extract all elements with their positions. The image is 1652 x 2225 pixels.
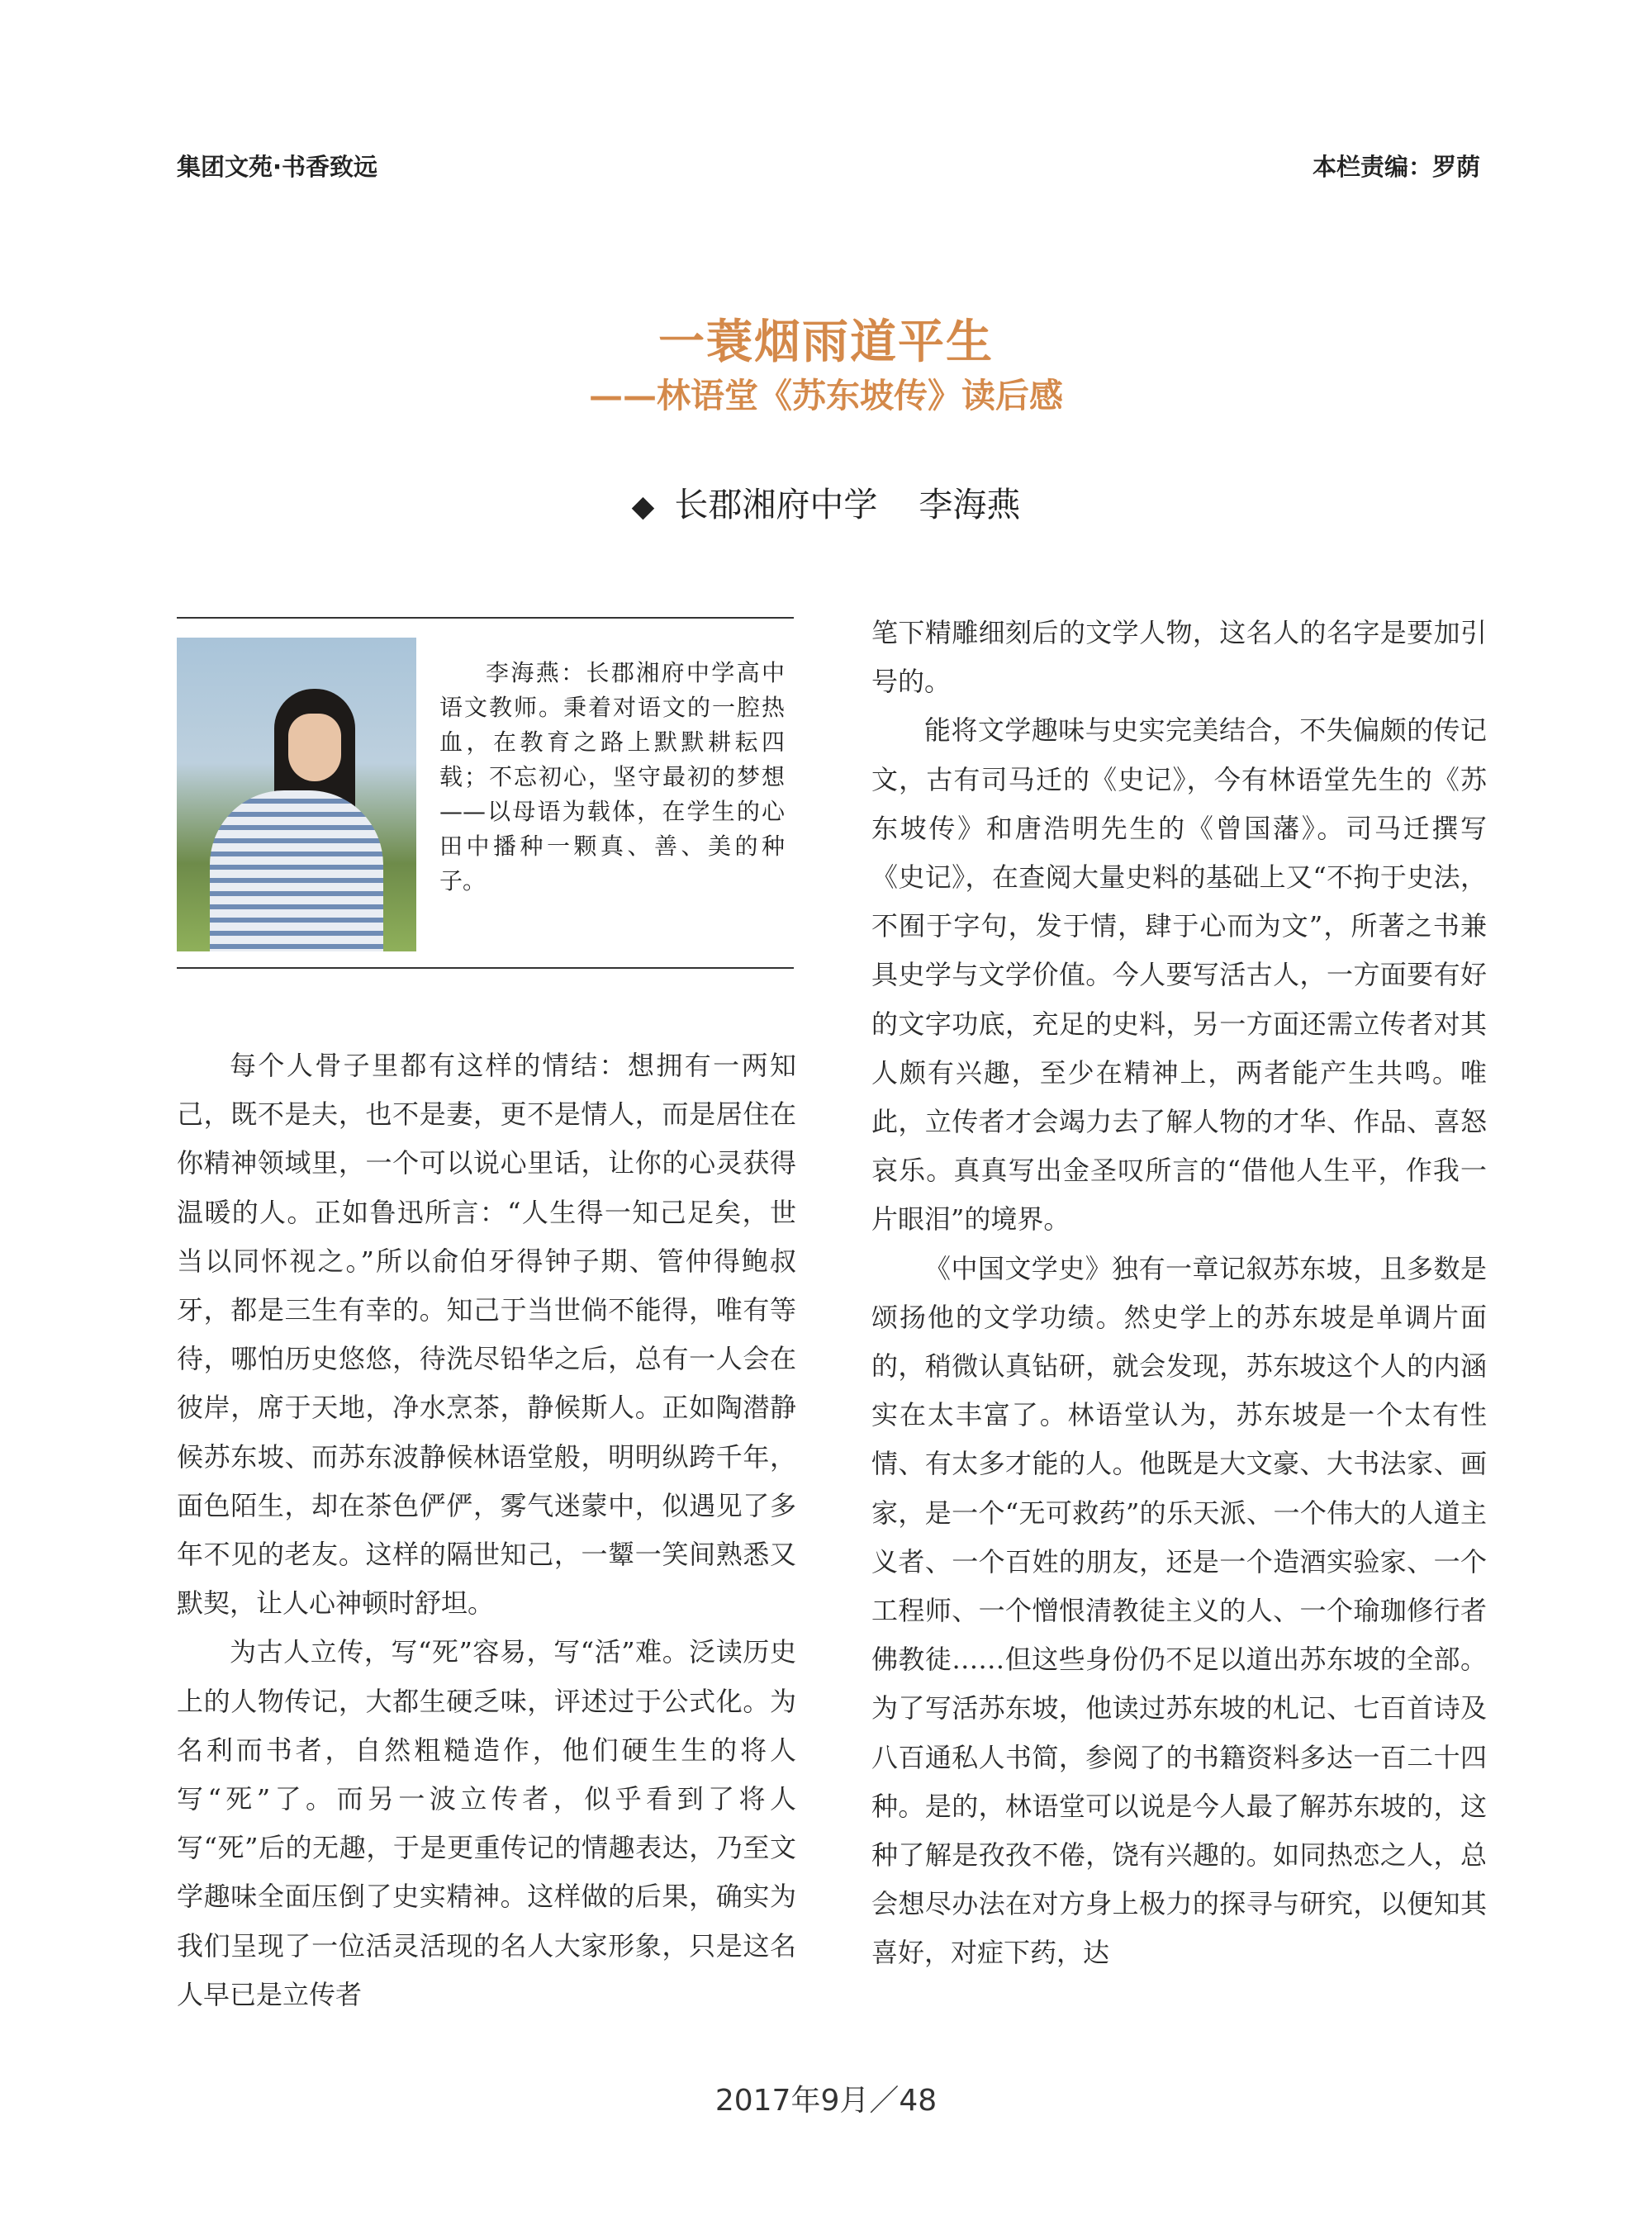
right-column (871, 609, 1487, 1978)
author-photo (177, 638, 416, 951)
column-editor: 本栏责编：罗荫 (1312, 153, 1480, 181)
author-bio (439, 656, 785, 899)
byline-school: 长郡湘府中学 (674, 485, 878, 524)
paragraph: 《中国文学史》独有一章记叙苏东坡，且多数是颂扬他的文学功绩。然史学上的苏东坡是单调片面的，稍微认真钻研，就会发现，苏东坡这个人的内涵实在太丰富了。林语堂认为，苏东坡是一个太有性情、有太多才能的人。他既是大文豪、大书法家、画家，是一个“无可救药”的乐天派、一个伟大的人道主义者、一个百姓的朋友，还是一个造酒实验家、一个工程师、一个憎恨清教徒主义的人、一个瑜珈修行者佛教徒……但这些身份仍不足以道出苏东坡的全部。为了写活苏东坡，他读过苏东坡的札记、七百首诗及八百通私人书简，参阅了的书籍资料多达一百二十四种。是的，林语堂可以说是今人最了解苏东坡的，这种了解是孜孜不倦，饶有兴趣的。如同热恋之人，总会想尽办法在对方身上极力的探寻与研究，以便知其喜好，对症下药，达 (871, 1252, 1487, 1969)
paragraph: 每个人骨子里都有这样的情结：想拥有一两知己，既不是夫，也不是妻，更不是情人，而是居住在你精神领域里，一个可以说心里话，让你的心灵获得温暖的人。正如鲁迅所言：“人生得一知己足矣，世当以同怀视之。”所以俞伯牙得钟子期、管仲得鲍叔牙，都是三生有幸的。知己于当世倘不能得，唯有等待，哪怕历史悠悠，待洗尽铅华之后，总有一人会在彼岸，席于天地，净水烹茶，静候斯人。正如陶潜静候苏东坡、而苏东波静候林语堂般，明明纵跨千年，面色陌生，却在茶色俨俨，雾气迷蒙中，似遇见了多年不见的老友。这样的隔世知己，一颦一笑间熟悉又默契，让人心神顿时舒坦。 (177, 1050, 796, 1620)
bio-text: 长郡湘府中学高中语文教师。秉着对语文的一腔热血，在教育之路上默默耕耘四载；不忘初心，坚守最初的梦想——以母语为载体，在学生的心田中播种一颗真、善、美的种子。 (439, 659, 785, 894)
author-bio-box (177, 617, 794, 969)
article-subtitle: ——林语堂《苏东坡传》读后感 (589, 376, 1063, 415)
bio-name: 李海燕： (486, 659, 586, 686)
left-column (177, 1041, 796, 2019)
paragraph: 为古人立传，写“死”容易，写“活”难。泛读历史上的人物传记，大都生硬乏味，评述过于公式化。为名利而书者，自然粗糙造作，他们硬生生的将人写“死”了。而另一波立传者，似乎看到了将人写“死”后的无趣，于是更重传记的情趣表达，乃至文学趣味全面压倒了史实精神。这样做的后果，确实为我们呈现了一位活灵活现的名人大家形象，只是这名人早已是立传者 (177, 1636, 796, 2010)
column-name: 集团文苑·书香致远 (177, 153, 378, 181)
paragraph: 能将文学趣味与史实完美结合，不失偏颇的传记文，古有司马迁的《史记》，今有林语堂先生的《苏东坡传》和唐浩明先生的《曾国藩》。司马迁撰写《史记》，在查阅大量史料的基础上又“不拘于史法，不囿于字句，发于情，肆于心而为文”，所著之书兼具史学与文学价值。今人要写活古人，一方面要有好的文字功底，充足的史料，另一方面还需立传者对其人颇有兴趣，至少在精神上，两者能产生共鸣。唯此，立传者才会竭力去了解人物的才华、作品、喜怒哀乐。真真写出金圣叹所言的“借他人生平，作我一片眼泪”的境界。 (871, 714, 1487, 1236)
byline-author: 李海燕 (919, 485, 1021, 524)
article-title: 一蓑烟雨道平生 (658, 315, 994, 369)
paragraph-continuation: 笔下精雕细刻后的文学人物，这名人的名字是要加引号的。 (871, 617, 1487, 698)
page-number: 2017年9月／48 (714, 2084, 938, 2118)
diamond-icon: ◆ (631, 490, 655, 524)
byline (0, 477, 1652, 526)
